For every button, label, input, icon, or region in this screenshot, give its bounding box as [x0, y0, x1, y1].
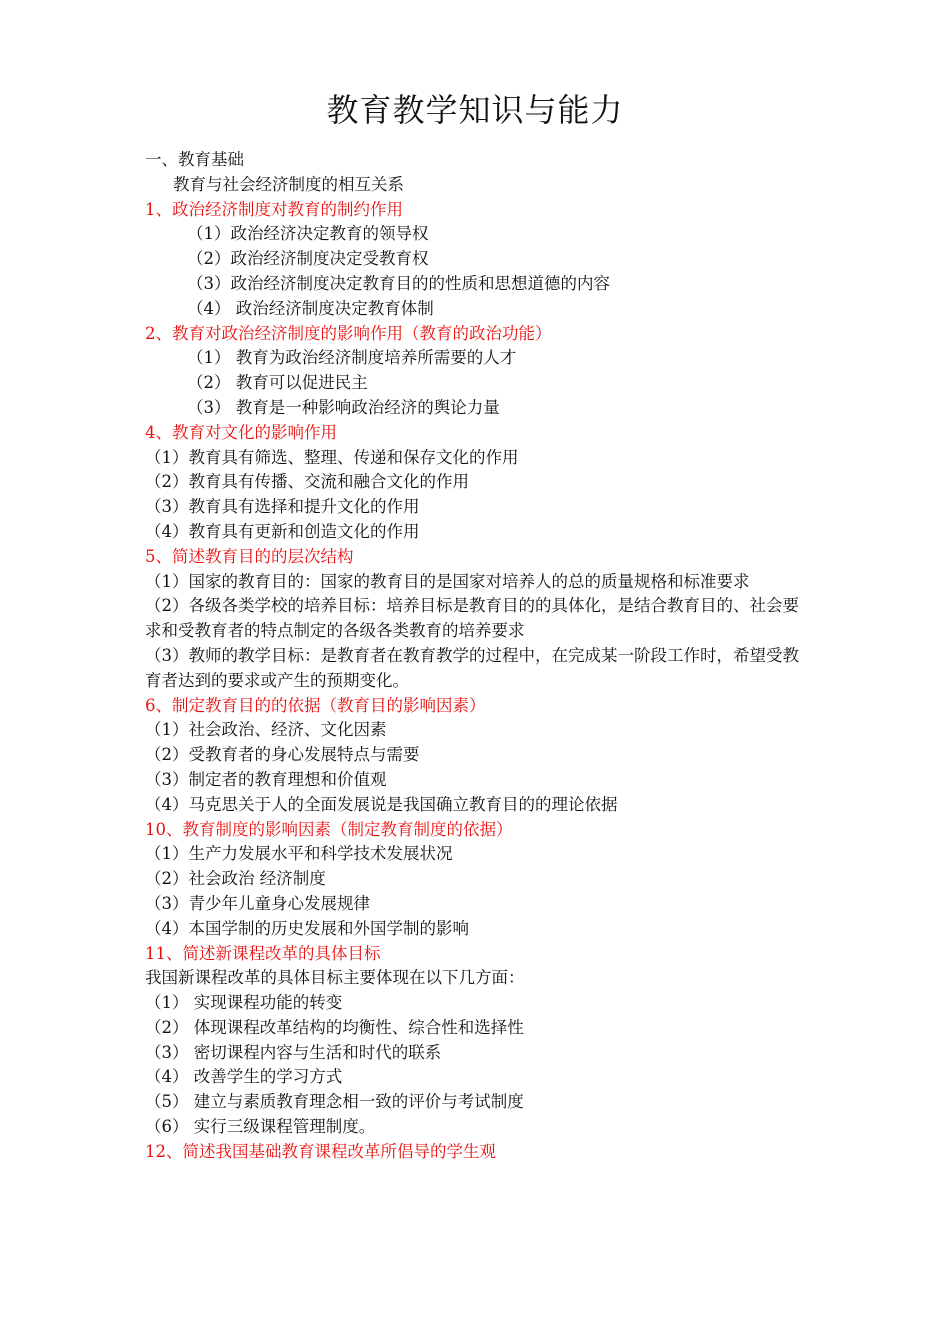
body-line: （1）政治经济决定教育的领导权: [187, 224, 429, 244]
section-heading: 4、教育对文化的影响作用: [145, 422, 337, 442]
body-line: （1）生产力发展水平和科学技术发展状况: [145, 844, 453, 864]
body-line: （3） 教育是一种影响政治经济的舆论力量: [187, 397, 500, 417]
body-line: （3）教育具有选择和提升文化的作用: [145, 497, 420, 517]
body-line: （2）受教育者的身心发展特点与需要: [145, 745, 420, 765]
body-line: （1） 实现课程功能的转变: [145, 993, 343, 1013]
document-title: 教育教学知识与能力: [326, 91, 624, 129]
body-line: （1） 教育为政治经济制度培养所需要的人才: [187, 348, 517, 368]
body-line: （1）国家的教育目的：国家的教育目的是国家对培养人的总的质量规格和标准要求: [145, 571, 750, 591]
body-line: （2） 体现课程改革结构的均衡性、综合性和选择性: [145, 1017, 524, 1037]
body-line: （4）马克思关于人的全面发展说是我国确立教育目的的理论依据: [145, 794, 618, 814]
section-heading: 5、简述教育目的的层次结构: [145, 546, 354, 566]
body-line: （2）社会政治 经济制度: [145, 869, 326, 889]
body-line: （4） 政治经济制度决定教育体制: [187, 298, 434, 318]
body-line: （1）教育具有筛选、整理、传递和保存文化的作用: [145, 447, 519, 467]
body-line: （3） 密切课程内容与生活和时代的联系: [145, 1042, 442, 1062]
body-line: （1）社会政治、经济、文化因素: [145, 720, 387, 740]
body-line: （5） 建立与素质教育理念相一致的评价与考试制度: [145, 1092, 524, 1112]
body-line: （6） 实行三级课程管理制度。: [145, 1117, 376, 1137]
section-heading: 1、政治经济制度对教育的制约作用: [145, 199, 403, 219]
section-heading: 2、教育对政治经济制度的影响作用（教育的政治功能）: [145, 323, 552, 343]
body-line: （4）教育具有更新和创造文化的作用: [145, 521, 420, 541]
body-line: （4） 改善学生的学习方式: [145, 1067, 343, 1087]
document-body: [145, 148, 813, 1165]
body-line: 一、教育基础: [145, 150, 244, 169]
body-line: （2） 教育可以促进民主: [187, 373, 368, 393]
body-line: （2）政治经济制度决定受教育权: [187, 249, 429, 269]
body-line: （2）教育具有传播、交流和融合文化的作用: [145, 472, 469, 492]
section-heading: 12、简述我国基础教育课程改革所倡导的学生观: [145, 1141, 496, 1161]
body-line: （3）政治经济制度决定教育目的的性质和思想道德的内容: [187, 273, 610, 293]
body-line: 我国新课程改革的具体目标主要体现在以下几方面：: [145, 968, 525, 988]
body-line: （2）各级各类学校的培养目标：培养目标是教育目的的具体化，是结合教育目的、社会要求和受教育者的特点制定的各级各类教育的培养要求: [145, 596, 799, 641]
section-heading: 10、教育制度的影响因素（制定教育制度的依据）: [145, 819, 513, 839]
body-line: 教育与社会经济制度的相互关系: [173, 174, 404, 194]
body-line: （3）教师的教学目标：是教育者在教育教学的过程中，在完成某一阶段工作时，希望受教育者达到的要求或产生的预期变化。: [145, 645, 799, 690]
body-line: （3）青少年儿童身心发展规律: [145, 893, 370, 913]
section-heading: 11、简述新课程改革的具体目标: [145, 943, 381, 963]
body-line: （4）本国学制的历史发展和外国学制的影响: [145, 918, 469, 938]
section-heading: 6、制定教育目的的依据（教育目的影响因素）: [145, 695, 486, 715]
body-line: （3）制定者的教育理想和价值观: [145, 769, 387, 789]
